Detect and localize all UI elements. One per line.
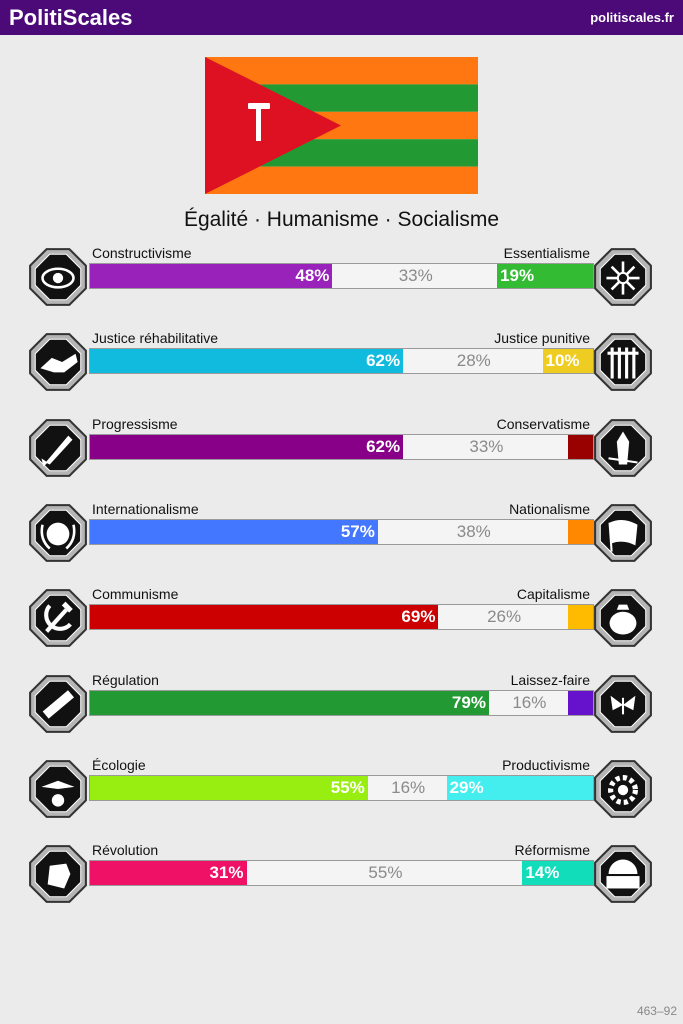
bar-middle-value: 38% [456, 521, 491, 541]
axis-right-label: Nationalisme [509, 500, 590, 517]
bar-left-segment [90, 520, 378, 544]
bar-left-segment [90, 264, 332, 288]
bar-middle-segment [489, 691, 570, 715]
axis-bar [89, 434, 594, 460]
axis-bar [89, 604, 594, 630]
axis-right-label: Conservatisme [496, 415, 590, 432]
axis-left-label: Régulation [92, 671, 159, 688]
tradition-icon [592, 417, 654, 479]
ruler-icon [27, 673, 89, 735]
bar-middle-value: 16% [512, 692, 547, 712]
bar-middle-value: 55% [368, 863, 403, 883]
bar-left-segment [90, 349, 403, 373]
axis-right-label: Justice punitive [494, 330, 590, 347]
prison-bars-icon [592, 331, 654, 393]
flag-icon [592, 502, 654, 564]
bar-left-value: 79% [451, 692, 486, 712]
dna-flower-icon [592, 246, 654, 308]
globe-wreath-icon [27, 502, 89, 564]
bar-middle-segment [332, 264, 499, 288]
bar-left-segment [90, 605, 438, 629]
axis-left-label: Constructivisme [92, 245, 192, 261]
axis-row [0, 757, 683, 827]
axis-left-label: Internationalisme [92, 500, 199, 517]
site-link[interactable]: politiscales.fr [590, 10, 674, 25]
axis-right-label: Productivisme [502, 756, 590, 773]
factory-gear-icon [592, 758, 654, 820]
axis-row [0, 501, 683, 571]
bar-left-value: 62% [366, 351, 401, 371]
bar-right-value: 10% [545, 351, 580, 371]
axis-bar [89, 860, 594, 886]
axis-row [0, 245, 683, 315]
axis-row [0, 672, 683, 742]
bar-middle-segment [438, 605, 569, 629]
bar-middle-segment [368, 776, 449, 800]
fist-icon [27, 843, 89, 905]
bar-right-segment [522, 861, 593, 885]
axis-left-label: Écologie [92, 756, 146, 773]
bar-middle-value: 33% [398, 266, 433, 285]
money-bag-icon [592, 587, 654, 649]
bar-left-segment [90, 435, 403, 459]
bar-right-segment [568, 691, 593, 715]
bar-left-value: 48% [295, 266, 330, 285]
bar-middle-segment [403, 349, 544, 373]
bar-right-value: 19% [500, 266, 535, 285]
axis-row [0, 330, 683, 400]
brand-title[interactable]: PolitiScales [9, 5, 133, 30]
bar-right-value: 29% [449, 777, 484, 797]
bar-middle-segment [247, 861, 525, 885]
bar-middle-value: 16% [391, 777, 426, 797]
axis-left-label: Justice réhabilitative [92, 330, 219, 347]
bar-right-segment [543, 349, 594, 373]
bar-right-segment [568, 520, 593, 544]
axis-row [0, 416, 683, 486]
butterflies-icon [592, 673, 654, 735]
parliament-icon [592, 843, 654, 905]
top-bar [0, 0, 683, 35]
axis-bar [89, 775, 594, 801]
axis-right-label: Capitalisme [516, 586, 590, 603]
eye-icon [27, 246, 89, 308]
axis-bar [89, 263, 594, 289]
axis-bar [89, 690, 594, 716]
axis-left-label: Progressisme [92, 415, 178, 432]
axis-right-label: Réformisme [514, 842, 590, 859]
axis-row [0, 842, 683, 912]
axis-right-label: Essentialisme [503, 245, 590, 261]
rocket-icon [27, 417, 89, 479]
bar-right-segment [568, 605, 593, 629]
bar-right-segment [447, 776, 593, 800]
handshake-icon [27, 331, 89, 393]
bar-left-value: 69% [401, 607, 436, 627]
bar-middle-value: 28% [456, 351, 491, 371]
bar-left-value: 31% [209, 863, 244, 883]
axis-left-label: Communisme [92, 586, 179, 603]
axis-left-label: Révolution [92, 842, 159, 859]
axis-bar [89, 348, 594, 374]
bar-right-segment [568, 435, 593, 459]
bar-right-value: 14% [525, 863, 560, 883]
result-flag [205, 57, 478, 194]
bar-right-segment [497, 264, 593, 288]
bar-middle-segment [378, 520, 570, 544]
bar-middle-segment [403, 435, 570, 459]
bar-left-segment [90, 691, 489, 715]
bar-left-value: 57% [340, 521, 375, 541]
result-code: 463–92 [636, 1004, 677, 1018]
bar-middle-value: 33% [469, 436, 504, 456]
bird-tree-icon [27, 758, 89, 820]
axis-right-label: Laissez-faire [510, 671, 590, 688]
hammer-sickle-icon [27, 587, 89, 649]
bar-middle-value: 26% [487, 607, 522, 627]
bar-left-segment [90, 776, 368, 800]
axis-row [0, 586, 683, 656]
bar-left-value: 55% [330, 777, 365, 797]
bar-left-segment [90, 861, 247, 885]
bar-left-value: 62% [366, 436, 401, 456]
slogan: Égalité · Humanisme · Socialisme [183, 208, 500, 231]
axis-bar [89, 519, 594, 545]
